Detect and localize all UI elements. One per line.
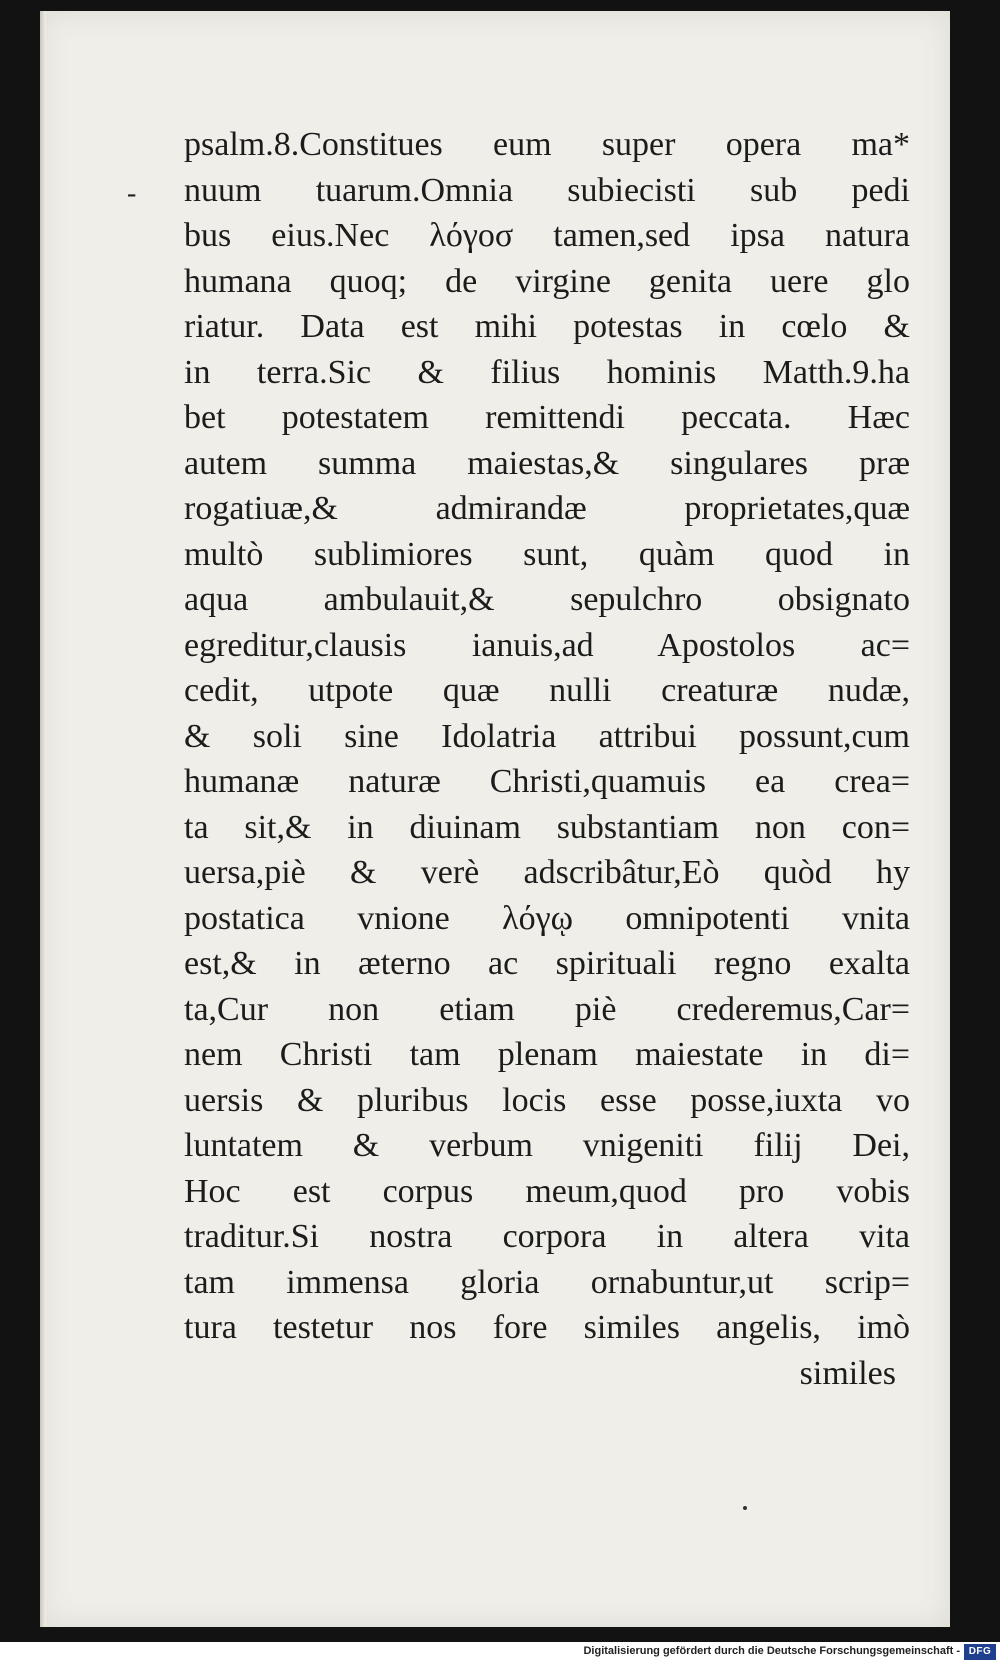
text-line: uersis & pluribus locis esse posse,iuxta vo [184,1081,910,1119]
dfg-logo: DFG [964,1644,996,1660]
text-line: riatur. Data est mihi potestas in cœlo & [184,308,910,345]
text-line: luntatem & verbum vnigeniti filij Dei, [184,1127,910,1164]
text-line: humanæ naturæ Christi,quamuis ea crea= [184,763,910,800]
ink-speck [743,1506,747,1510]
text-line: uersa,piè & verè adscribâtur,Eò quòd hy [184,854,910,891]
text-line: ta sit,& in diuinam substantiam non con= [184,808,910,846]
text-line: ta,Cur non etiam piè crederemus,Car= [184,990,910,1028]
text-line: traditur.Si nostra corpora in altera vita [184,1218,910,1255]
page-text [184,122,910,1396]
text-line: autem summa maiestas,& singulares præ [184,444,910,482]
text-line: bet potestatem remittendi peccata. Hæc [184,399,910,436]
text-line: humana quoq; de virgine genita uere glo [184,262,910,300]
text-line: multò sublimiores sunt, quàm quod in [184,535,910,573]
margin-mark: - [127,178,137,209]
text-line: bus eius.Nec λόγοσ tamen,sed ipsa natura [184,217,910,254]
text-line: postatica vnione λόγῳ omnipotenti vnita [184,899,910,937]
text-line: psalm.8.Constitues eum super opera ma* [184,126,910,163]
funding-credit: Digitalisierung gefördert durch die Deutsche Forschungsgemeinschaft - [583,1645,960,1657]
text-line: tam immensa gloria ornabuntur,ut scrip= [184,1263,910,1301]
catchword: similes [799,1354,896,1392]
text-line: Hoc est corpus meum,quod pro vobis [184,1172,910,1210]
text-line: & soli sine Idolatria attribui possunt,cum [184,717,910,755]
text-line: est,& in æterno ac spirituali regno exalta [184,945,910,982]
text-line: rogatiuæ,& admirandæ proprietates,quæ [184,490,910,527]
text-line: egreditur,clausis ianuis,ad Apostolos ac= [184,626,910,664]
text-line: cedit, utpote quæ nulli creaturæ nudæ, [184,672,910,709]
text-line: tura testetur nos fore similes angelis, imò [184,1309,910,1346]
text-line: in terra.Sic & filius hominis Matth.9.ha [184,353,910,391]
text-line: nuum tuarum.Omnia subiecisti sub pedi [184,171,910,209]
footer-bar [0,1642,1000,1665]
text-line: nem Christi tam plenam maiestate in di= [184,1036,910,1073]
page-gutter-shadow [40,11,46,1627]
text-line: aqua ambulauit,& sepulchro obsignato [184,581,910,618]
